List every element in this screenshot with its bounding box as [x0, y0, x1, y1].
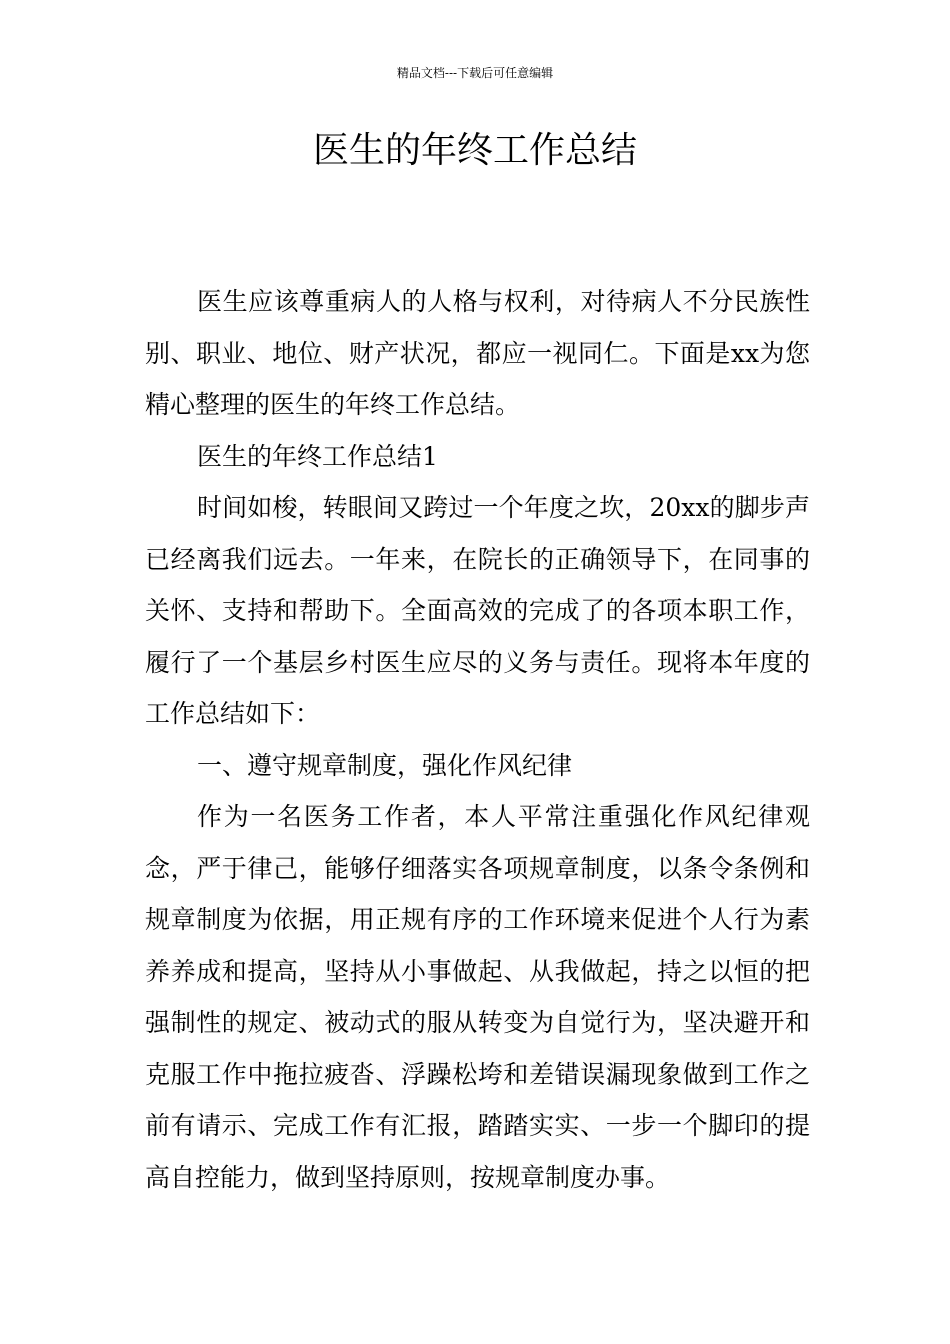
header-note: 精品文档---下载后可任意编辑: [396, 66, 554, 80]
paragraph-summary-opening: 时间如梭，转眼间又跨过一个年度之坎，20xx的脚步声已经离我们远去。一年来，在院长的正确领导下，在同事的关怀、支持和帮助下。全面高效的完成了的各项本职工作，履行了一个基层乡村医生应尽的义务与责任。现将本年度的工作总结如下：: [145, 493, 810, 728]
document-body: [145, 276, 810, 1203]
document-title: 医生的年终工作总结: [312, 130, 637, 171]
paragraph-rules-detail: 作为一名医务工作者，本人平常注重强化作风纪律观念，严于律己，能够仔细落实各项规章制度，以条令条例和规章制度为依据，用正规有序的工作环境来促进个人行为素养养成和提高，坚持从小事做起、从我做起，持之以恒的把强制性的规定、被动式的服从转变为自觉行为，坚决避开和克服工作中拖拉疲沓、浮躁松垮和差错误漏现象做到工作之前有请示、完成工作有汇报，踏踏实实、一步一个脚印的提高自控能力，做到坚持原则，按规章制度办事。: [145, 802, 810, 1192]
paragraph-intro: 医生应该尊重病人的人格与权利，对待病人不分民族性别、职业、地位、财产状况，都应一视同仁。下面是xx为您精心整理的医生的年终工作总结。: [145, 287, 810, 419]
section-heading-1: 医生的年终工作总结1: [197, 441, 438, 471]
subsection-heading-rules: 一、遵守规章制度，强化作风纪律: [197, 750, 573, 780]
